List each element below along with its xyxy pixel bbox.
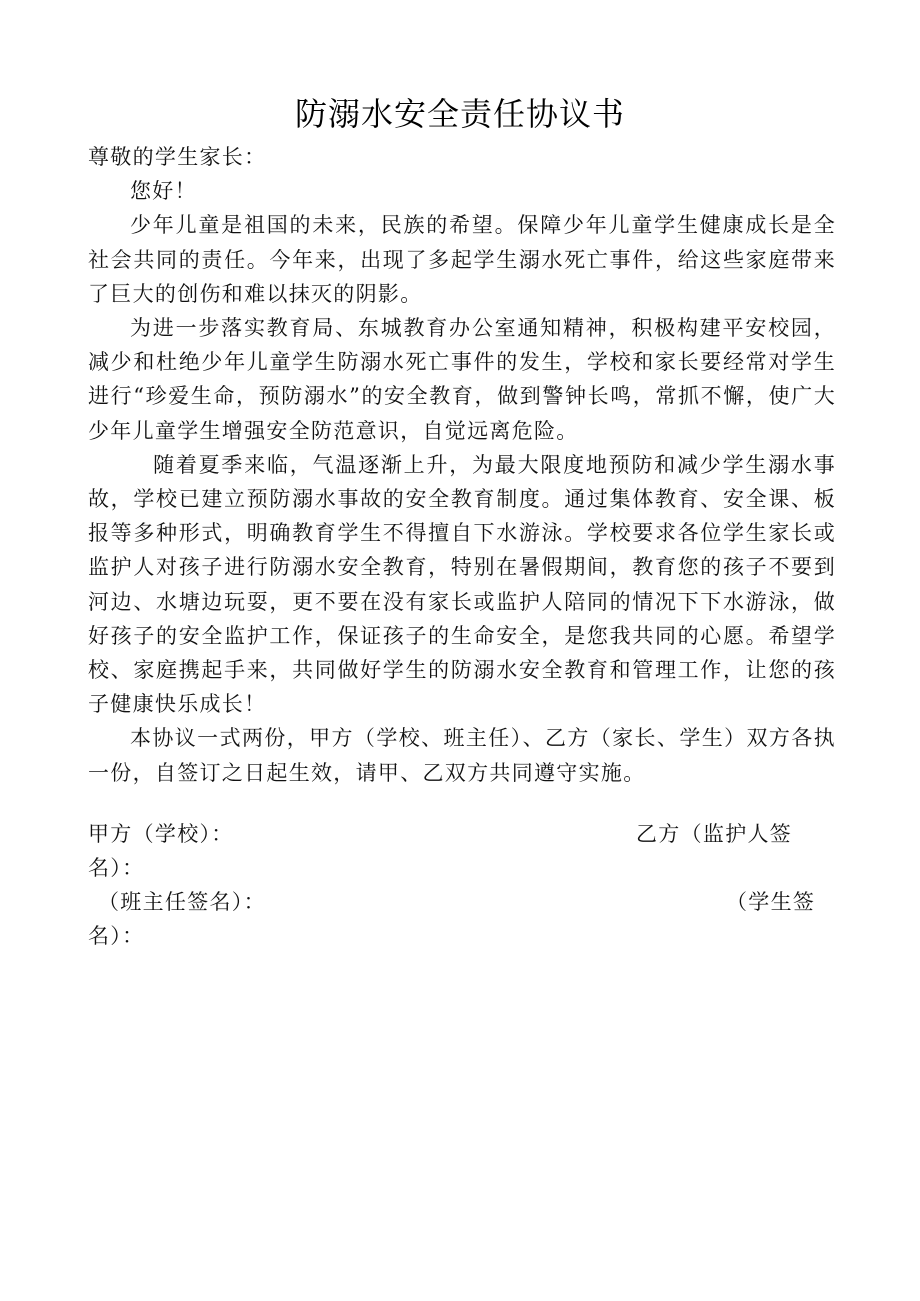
- agreement-body: [88, 140, 836, 790]
- party-a-school-signature-label: 甲方（学校）：: [88, 822, 234, 846]
- student-signature-label-continued: 名）：: [88, 924, 145, 948]
- paragraph-2: 为进一步落实教育局、东城教育办公室通知精神，积极构建平安校园，减少和杜绝少年儿童学生防溺水死亡事件的发生，学校和家长要经常对学生进行“珍爱生命，预防溺水”的安全教育，做到警钟长鸣，常抓不懈，使广大少年儿童学生增强安全防范意识，自觉远离危险。: [88, 316, 836, 443]
- paragraph-1: 少年儿童是祖国的未来，民族的希望。保障少年儿童学生健康成长是全社会共同的责任。今年来，出现了多起学生溺水死亡事件，给这些家庭带来了巨大的创伤和难以抹灭的阴影。: [88, 213, 836, 306]
- party-b-guardian-signature-label-continued: 名）：: [88, 856, 145, 880]
- paragraph-3: 随着夏季来临，气温逐渐上升，为最大限度地预防和减少学生溺水事故，学校已建立预防溺水事故的安全教育制度。通过集体教育、安全课、板报等多种形式，明确教育学生不得擅自下水游泳。学校要求各位学生家长或监护人对孩子进行防溺水安全教育，特别在暑假期间，教育您的孩子不要到河边、水塘边玩耍，更不要在没有家长或监护人陪同的情况下下水游泳，做好孩子的安全监护工作，保证孩子的生命安全，是您我共同的心愿。希望学校、家庭携起手来，共同做好学生的防溺水安全教育和管理工作，让您的孩子健康快乐成长！: [88, 452, 836, 717]
- document-title: 防溺水安全责任协议书: [294, 95, 625, 133]
- paragraph-4: 本协议一式两份，甲方（学校、班主任）、乙方（家长、学生）双方各执一份，自签订之日起生效，请甲、乙双方共同遵守实施。: [88, 726, 836, 785]
- party-b-guardian-signature-label: 乙方（监护人签: [636, 822, 793, 846]
- salutation: 尊敬的学生家长：: [88, 145, 267, 169]
- greeting: 您好！: [130, 179, 197, 204]
- student-signature-label: （学生签: [726, 890, 816, 914]
- head-teacher-signature-label: （班主任签名）：: [98, 890, 266, 914]
